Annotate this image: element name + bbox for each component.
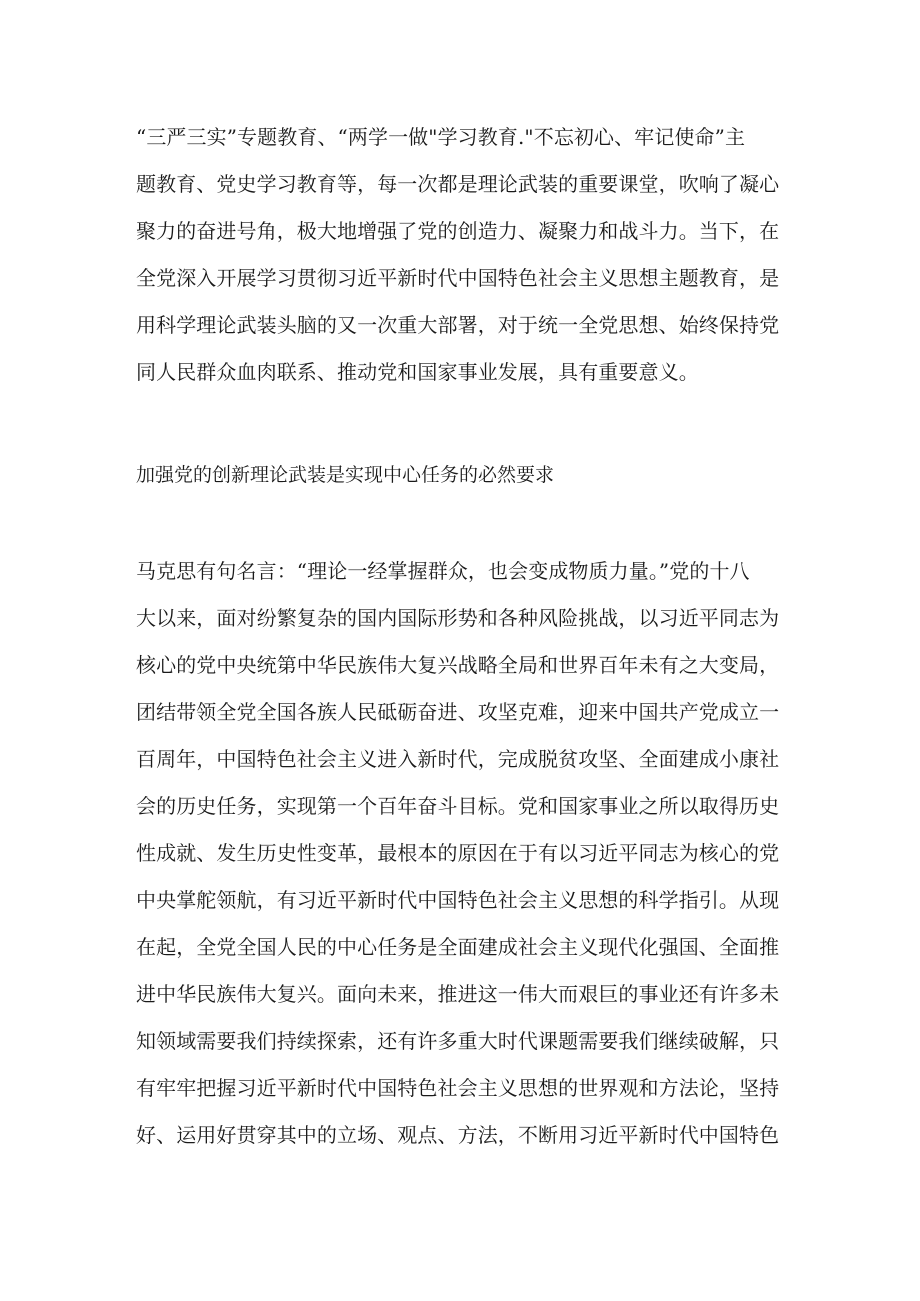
paragraph-line: 性成就、发生历史性变革，最根本的原因在于有以习近平同志为核心的党 — [136, 841, 780, 865]
paragraph-line: 进中华民族伟大复兴。面向未来，推进这一伟大而艰巨的事业还有许多未 — [136, 982, 780, 1006]
paragraph-line: 用科学理论武装头脑的又一次重大部署，对于统一全党思想、始终保持党 — [136, 313, 780, 337]
paragraph-line: 中央掌舵领航，有习近平新时代中国特色社会主义思想的科学指引。从现 — [136, 888, 780, 912]
paragraph-line: 会的历史任务，实现第一个百年奋斗目标。党和国家事业之所以取得历史 — [136, 794, 780, 818]
paragraph-line: 核心的党中央统第中华民族伟大复兴战略全局和世界百年未有之大变局， — [136, 653, 780, 677]
paragraph-line: 聚力的奋进号角，极大地增强了党的创造力、凝聚力和战斗力。当下，在 — [136, 219, 780, 243]
paragraph-line: 百周年，中国特色社会主义进入新时代，完成脱贫攻坚、全面建成小康社 — [136, 747, 780, 771]
paragraph-line: 好、运用好贯穿其中的立场、观点、方法，不断用习近平新时代中国特色 — [136, 1123, 780, 1147]
paragraph-line: 在起，全党全国人民的中心任务是全面建成社会主义现代化强国、全面推 — [136, 935, 780, 959]
paragraph-line: 大以来，面对纷繁复杂的国内国际形势和各种风险挑战，以习近平同志为 — [136, 606, 780, 630]
paragraph-line: 知领域需要我们持续探索，还有许多重大时代课题需要我们继续破解，只 — [136, 1029, 780, 1053]
paragraph-line: 全党深入开展学习贯彻习近平新时代中国特色社会主义思想主题教育，是 — [136, 266, 780, 290]
paragraph-line: 有牢牢把握习近平新时代中国特色社会主义思想的世界观和方法论，坚持 — [136, 1076, 780, 1100]
paragraph-line: “三严三实”专题教育、“两学一做"学习教育."不忘初心、牢记使命”主 — [136, 125, 746, 149]
paragraph-line: 题教育、党史学习教育等，每一次都是理论武装的重要课堂，吹响了凝心 — [136, 172, 780, 196]
paragraph-line: 马克思有句名言：“理论一经掌握群众，也会变成物质力量。”党的十八 — [136, 559, 750, 583]
paragraph-line: 同人民群众血肉联系、推动党和国家事业发展，具有重要意义。 — [136, 360, 699, 384]
paragraph-line: 团结带领全党全国各族人民砥砺奋进、攻坚克难，迎来中国共产党成立一 — [136, 700, 780, 724]
section-heading: 加强党的创新理论武装是实现中心任务的必然要求 — [136, 464, 555, 486]
